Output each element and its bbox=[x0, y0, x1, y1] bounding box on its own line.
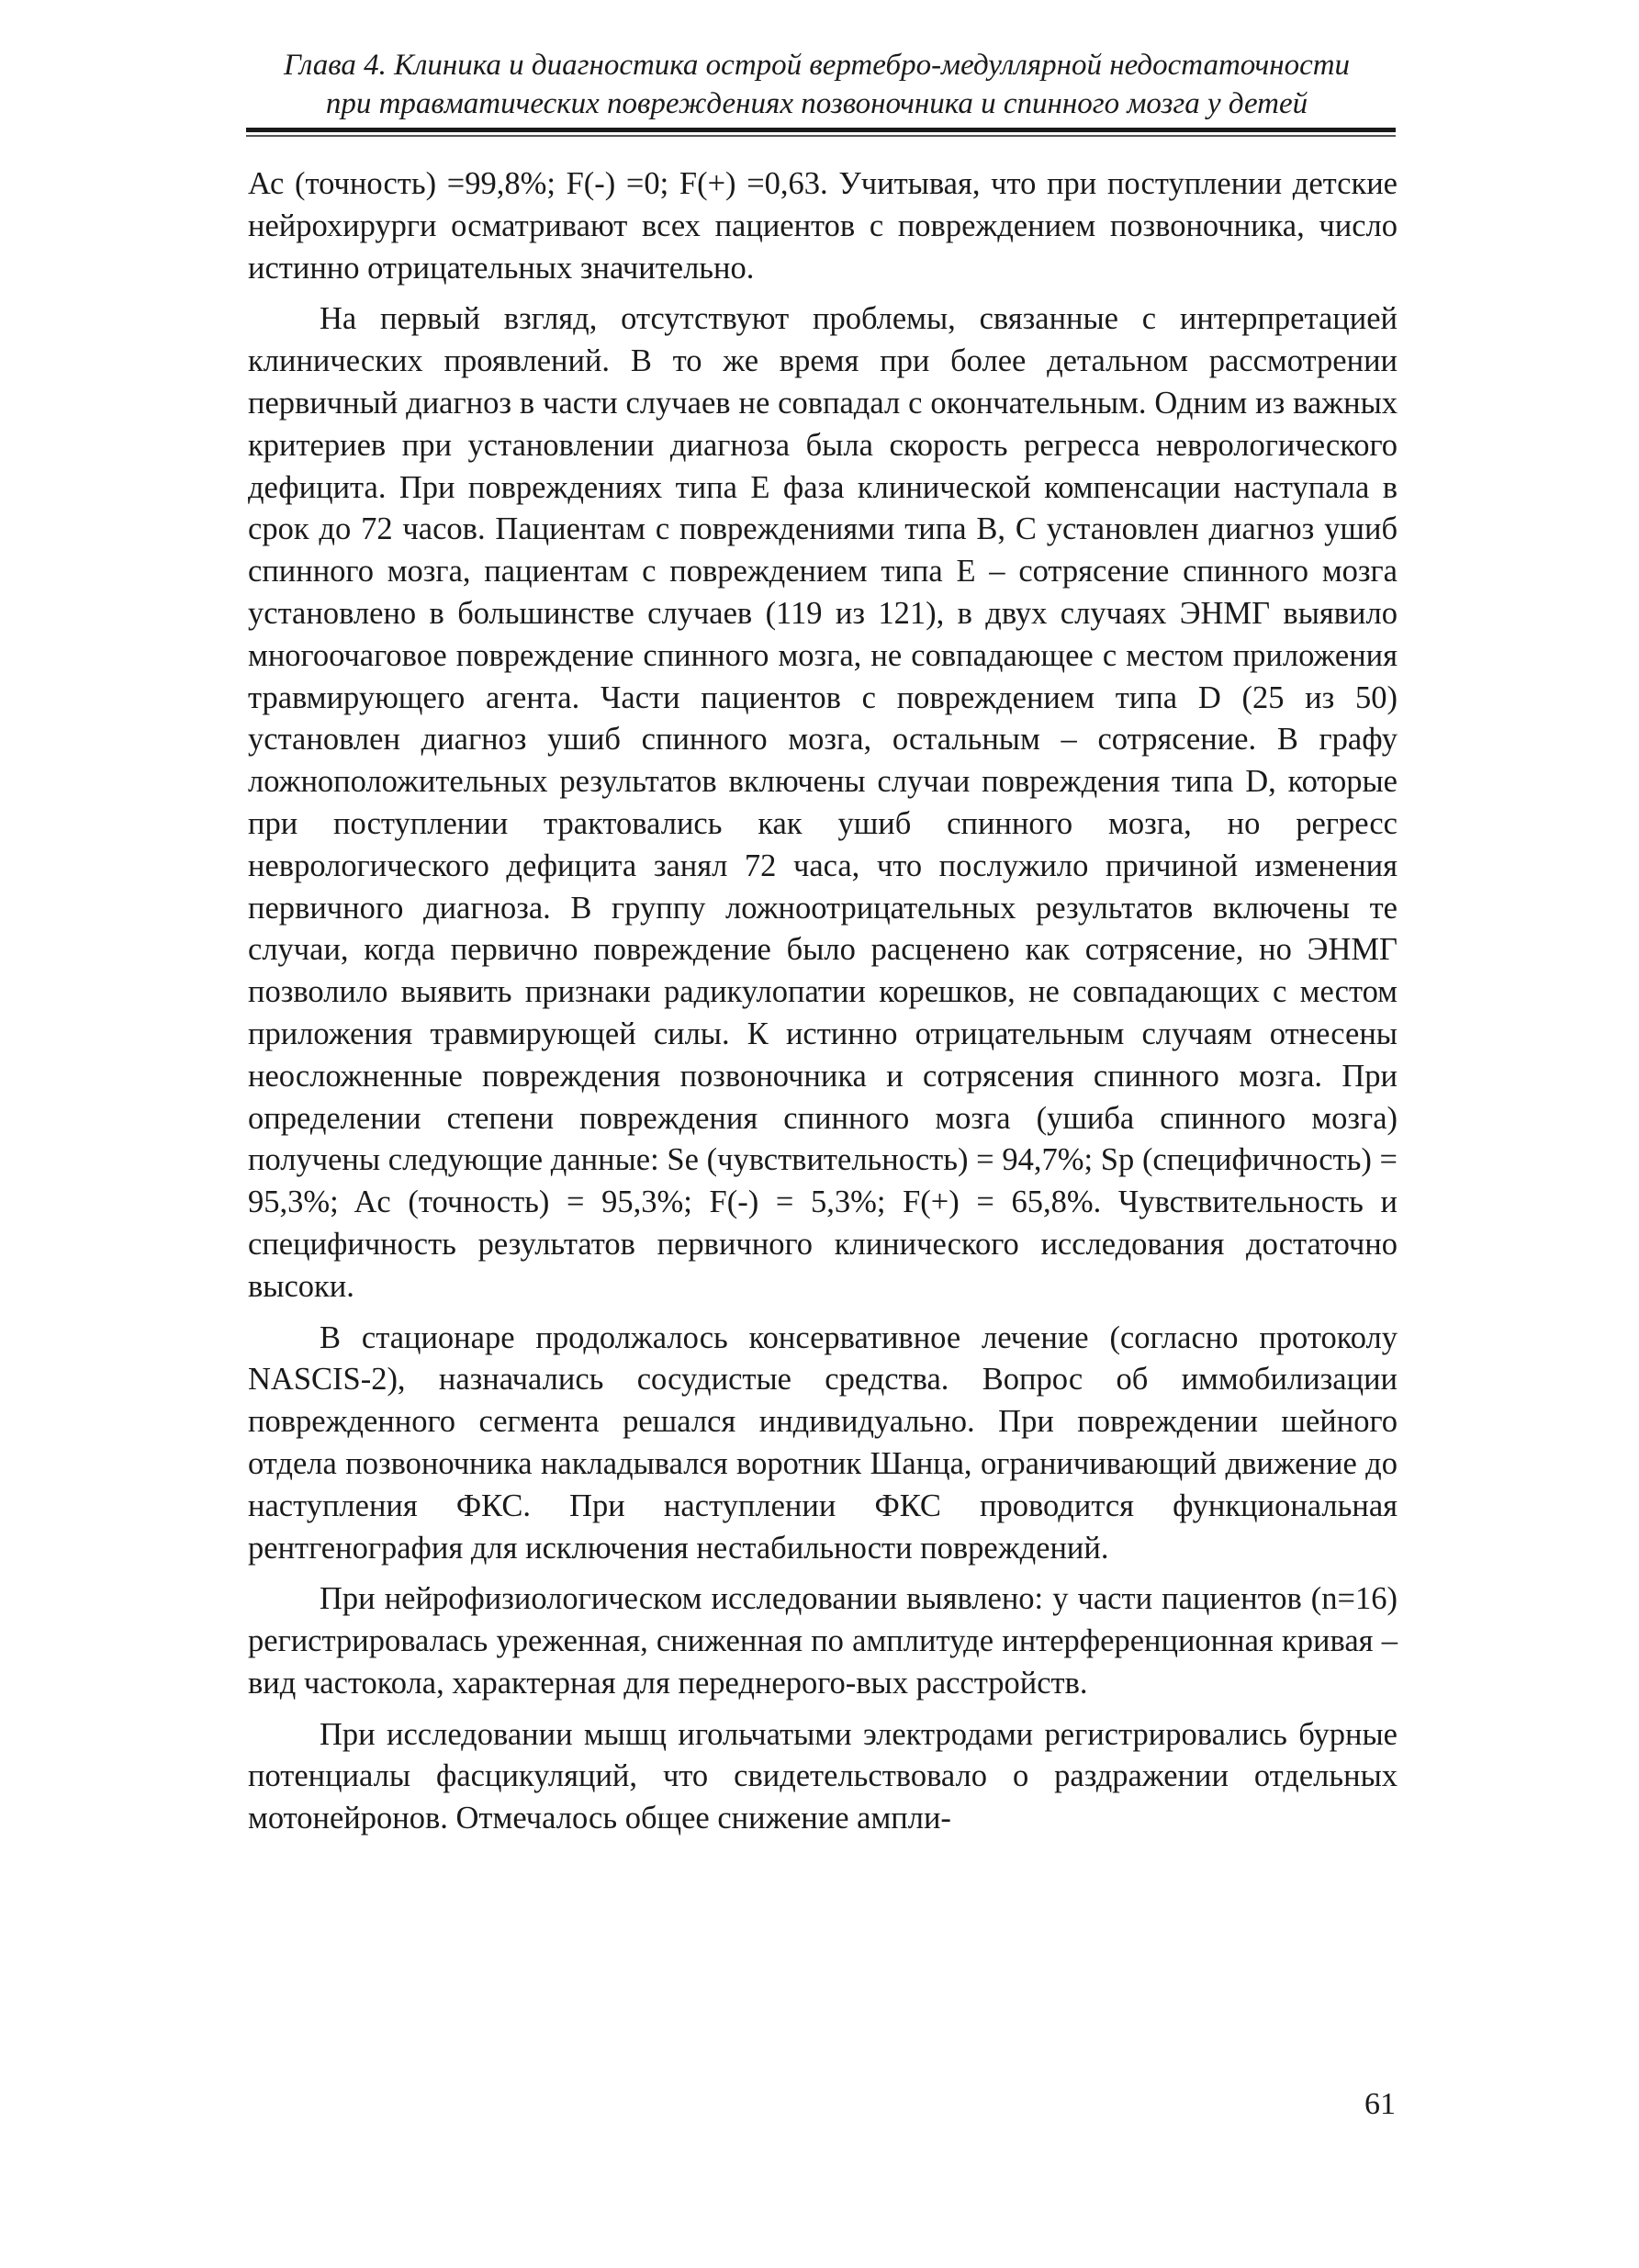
running-head bbox=[241, 46, 1393, 123]
running-head-line-1: Глава 4. Клиника и диагностика острой вертебро-медуллярной недостаточности bbox=[283, 49, 1351, 82]
page-number: 61 bbox=[1364, 2087, 1396, 2121]
running-head-line-2: при травматических повреждениях позвоночника и спинного мозга у детей bbox=[325, 87, 1308, 120]
paragraph-1: Ас (точность) =99,8%; F(-) =0; F(+) =0,63. Учитывая, что при поступлении детские нейрохирурги осматривают всех пациентов с повреждением позвоночника, число истинно отрицательных значительно. bbox=[248, 166, 1398, 286]
header-rule-secondary bbox=[246, 135, 1396, 137]
header-rule bbox=[246, 128, 1396, 132]
paragraph-3: В стационаре продолжалось консервативное лечение (согласно протоколу NASCIS-2), назначались сосудистые средства. Вопрос об иммобилизации поврежденного сегмента решался индивидуально. При повреждении шейного отдела позвоночника накладывался воротник Шанца, ограничивающий движение до наступления ФКС. При наступлении ФКС проводится функциональная рентгенография для исключения нестабильности повреждений. bbox=[248, 1319, 1398, 1566]
body-text bbox=[248, 163, 1398, 1849]
paragraph-5: При исследовании мышц игольчатыми электродами регистрировались бурные потенциалы фасцикуляций, что свидетельствовало о раздражении отдельных мотонейронов. Отмечалось общее снижение ампли- bbox=[248, 1716, 1398, 1836]
paragraph-4: При нейрофизиологическом исследовании выявлено: у части пациентов (n=16) регистрировалась уреженная, сниженная по амплитуде интерференционная кривая – вид частокола, характерная для переднерого-вых расстройств. bbox=[248, 1581, 1398, 1701]
paragraph-2: На первый взгляд, отсутствуют проблемы, связанные с интерпретацией клинических проявлений. В то же время при более детальном рассмотрении первичный диагноз в части случаев не совпадал с окончательным. Одним из важных критериев при установлении диагноза была скорость регресса неврологического дефицита. При повреждениях типа E фаза клинической компенсации наступала в срок до 72 часов. Пациентам с повреждениями типа B, C установлен диагноз ушиб спинного мозга, пациентам с повреждением типа E – сотрясение спинного мозга установлено в большинстве случаев (119 из 121), в двух случаях ЭНМГ выявило многоочаговое повреждение спинного мозга, не совпадающее с местом приложения травмирующего агента. Части пациентов с повреждением типа D (25 из 50) установлен диагноз ушиб спинного мозга, остальным – сотрясение. В графу ложноположительных результатов включены случаи повреждения типа D, которые при поступлении трактовались как ушиб спинного мозга, но регресс неврологического дефицита занял 72 часа, что послужило причиной изменения первичного диагноза. В группу ложноотрицательных результатов включены те случаи, когда первично повреждение было расценено как сотрясение, но ЭНМГ позволило выявить признаки радикулопатии корешков, не совпадающих с местом приложения травмирующей силы. К истинно отрицательным случаям отнесены неосложненные повреждения позвоночника и сотрясения спинного мозга. При определении степени повреждения спинного мозга (ушиба спинного мозга) получены следующие данные: Se (чувствительность) = 94,7%; Sp (специфичность) = 95,3%; Ac (точность) = 95,3%; F(-) = 5,3%; F(+) = 65,8%. Чувствительность и специфичность результатов первичного клинического исследования достаточно высоки. bbox=[248, 301, 1398, 1304]
